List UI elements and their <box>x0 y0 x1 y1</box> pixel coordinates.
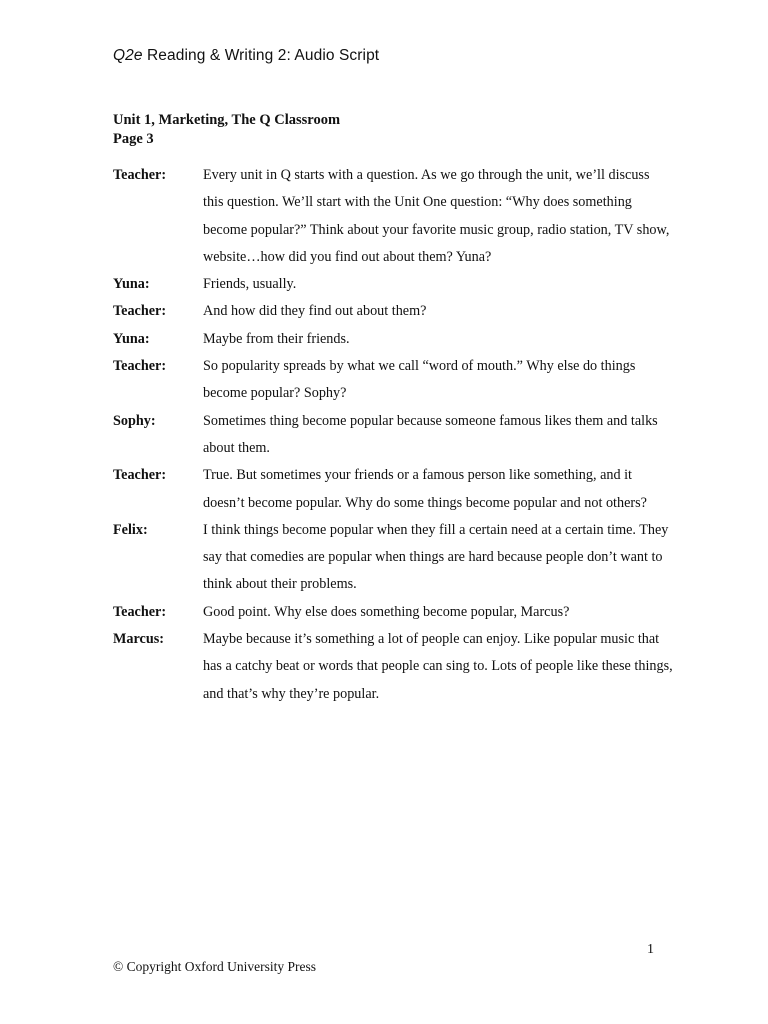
spoken-line: Maybe because it’s something a lot of people can enjoy. Like popular music that has a catchy beat or words that people can sing to. Lots of people like these things, and that’s why they’re popular. <box>203 631 673 702</box>
spoken-line: So popularity spreads by what we call “word of mouth.” Why else do things become popular? Sophy? <box>203 358 636 402</box>
spoken-line: Friends, usually. <box>203 276 297 293</box>
speaker-name: Yuna: <box>113 276 150 293</box>
speaker-name: Teacher: <box>113 467 167 484</box>
speaker-name: Teacher: <box>113 358 167 375</box>
running-header <box>113 47 379 65</box>
dialogue-turn <box>113 599 673 626</box>
dialogue-turn <box>113 626 673 708</box>
spoken-line: I think things become popular when they fill a certain need at a certain time. They say that comedies are popular when things are hard because people don’t want to think about their problems. <box>203 521 669 593</box>
spoken-line: Every unit in Q starts with a question. As we go through the unit, we’ll discuss this question. We’ll start with the Unit One question: “Why does something become popular?” Think about your favorite music group, radio station, TV show, website…how did you find out about them? Yuna? <box>203 167 670 265</box>
page-reference: Page 3 <box>113 131 154 147</box>
copyright-notice: © Copyright Oxford University Press <box>113 959 316 974</box>
speaker-name: Felix: <box>113 521 148 538</box>
speaker-name: Yuna: <box>113 330 150 347</box>
dialogue-turn <box>113 271 673 298</box>
spoken-line: Maybe from their friends. <box>203 330 350 347</box>
series-name: Q2e <box>113 47 143 64</box>
speaker-name: Teacher: <box>113 167 167 183</box>
spoken-line: Good point. Why else does something become popular, Marcus? <box>203 603 570 620</box>
dialogue-turn <box>113 162 673 271</box>
speaker-name: Teacher: <box>113 603 167 620</box>
dialogue-turn <box>113 298 673 325</box>
speaker-name: Marcus: <box>113 631 164 648</box>
page-number: 1 <box>647 942 654 957</box>
dialogue-turn <box>113 517 673 599</box>
dialogue-script <box>113 162 673 708</box>
header-title: Reading & Writing 2: Audio Script <box>142 47 380 64</box>
unit-title: Unit 1, Marketing, The Q Classroom <box>113 112 341 128</box>
dialogue-turn <box>113 326 673 353</box>
section-heading <box>113 111 340 149</box>
dialogue-turn <box>113 408 673 463</box>
spoken-line: True. But sometimes your friends or a famous person like something, and it doesn’t become popular. Why do some things become popular and not others? <box>203 467 647 511</box>
spoken-line: And how did they find out about them? <box>203 303 427 320</box>
spoken-line: Sometimes thing become popular because someone famous likes them and talks about them. <box>203 412 658 456</box>
speaker-name: Teacher: <box>113 303 167 320</box>
speaker-name: Sophy: <box>113 412 156 429</box>
dialogue-turn <box>113 353 673 408</box>
dialogue-turn <box>113 462 673 517</box>
